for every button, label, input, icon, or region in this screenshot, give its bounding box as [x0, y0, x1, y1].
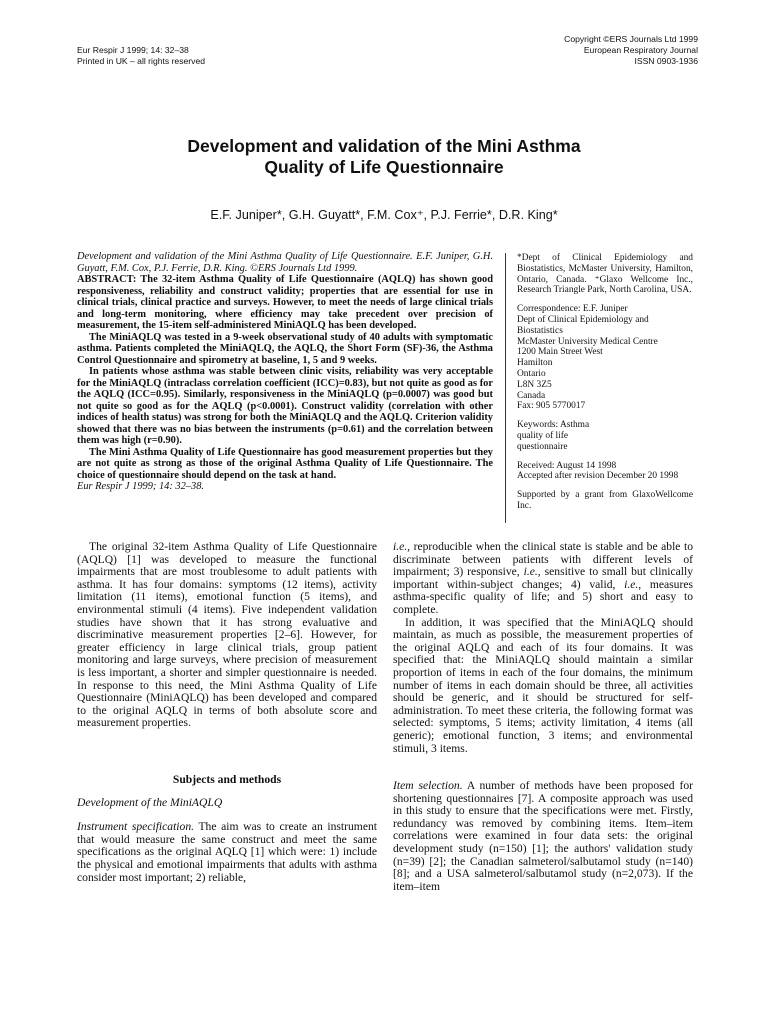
copyright-line: Copyright ©ERS Journals Ltd 1999 [564, 34, 698, 44]
affiliations: *Dept of Clinical Epidemiology and Biostatistics, McMaster University, Hamilton, Ontario, Canada. ⁺Glaxo Wellcome Inc., Research Triangle Park, North Carolina, USA. [517, 253, 693, 296]
paper-title [80, 136, 688, 178]
corr-line: McMaster University Medical Centre [517, 336, 658, 347]
instrument-spec-text: The aim was to create an instrument that would measure the same construct and meet the same specifications as the original AQLQ [1] which were: 1) include the physical and emotional impairments that adults with asthma consider most important; 2) reliable, [77, 820, 377, 884]
corr-line: Ontario [517, 368, 546, 379]
author-list: E.F. Juniper*, G.H. Guyatt*, F.M. Cox⁺, P.J. Ferrie*, D.R. King* [210, 208, 558, 222]
abstract-divider [505, 253, 506, 523]
keywords [517, 420, 693, 452]
instrument-spec-paragraph [77, 821, 377, 884]
corr-line: Correspondence: E.F. Juniper [517, 304, 628, 315]
printed-note: Printed in UK – all rights reserved [77, 56, 206, 66]
abstract-reference: Eur Respir J 1999; 14: 32–38. [77, 481, 204, 492]
dates [517, 461, 693, 483]
abstract-paragraph-3: In patients whose asthma was stable between clinic visits, reliability was very acceptable for the MiniAQLQ (intraclass correlation coefficient (ICC)=0.83), but not quite as good as for the AQLQ (ICC=0.95). Similarly, responsiveness in the MiniAQLQ (p=0.0007) was good but not quite so good as for the AQLQ (p<0.0001). Construct validity (correlation with other indices of health status) was strong for both the MiniAQLQ and the AQLQ. Criterion validity showed that there was no bias between the instruments (p=0.61) and the correlation between them was high (r=0.90). [77, 366, 493, 446]
title-line-1: Development and validation of the Mini Asthma [187, 136, 581, 156]
body-column-right-top [393, 541, 693, 755]
abstract-paragraph-2: The MiniAQLQ was tested in a 9-week observational study of 40 adults with symptomatic asthma. Patients completed the MiniAQLQ, the AQLQ, the Short Form (SF)-36, the Asthma Control Questionnaire and spirometry at baseline, 1, 5 and 9 weeks. [77, 331, 493, 366]
issn: ISSN 0903-1936 [634, 56, 698, 66]
abstract-paragraph-1: ABSTRACT: The 32-item Asthma Quality of Life Questionnaire (AQLQ) has shown good responsiveness, reliability and construct validity; properties that are essential for use in clinical trials, clinical practice and surveys. However, to meet the needs of large clinical trials and long-term monitoring, where efficiency may take precedent over precision of measurement, the 15-item self-administered MiniAQLQ has been developed. [77, 274, 493, 331]
subsection-heading: Development of the MiniAQLQ [77, 795, 223, 809]
body-column-left-top [77, 541, 377, 730]
corr-line: Dept of Clinical Epidemiology and Biostatistics [517, 314, 649, 336]
abstract-paragraph-4: The Mini Asthma Quality of Life Questionnaire has good measurement properties but they are not quite as strong as those of the original Asthma Quality of Life Questionnaire. The choice of questionnaire should depend on the task at hand. [77, 446, 493, 481]
abstract-block [77, 251, 493, 493]
accepted-date: Accepted after revision December 20 1998 [517, 471, 679, 482]
journal-header-left [77, 45, 205, 67]
item-selection-paragraph [393, 780, 693, 893]
spec-paragraph: In addition, it was specified that the MiniAQLQ should maintain, as much as possible, the measurement properties of the original AQLQ and each of its four domains. It was specified that: the MiniAQLQ should maintain a similar proportion of items in each of the four domains, the minimum number of items in each domain should be three, all activities should be generic, and it should be structured for self-administration. To meet these criteria, the following format was selected: symptoms, 5 items; activity limitation, 4 items (all generic); emotional function, 3 items; and environmental stimuli, 3 items. [393, 615, 693, 755]
journal-citation: Eur Respir J 1999; 14: 32–38 [77, 45, 189, 55]
intro-paragraph: The original 32-item Asthma Quality of Life Questionnaire (AQLQ) [1] was developed to measure the functional impairments that are most troublesome to adult patients with asthma. It has four domains: symptoms (12 items), activity limitation (11 items), emotional function (5 items), and environmental stimuli (4 items). Five independent validation studies have shown that it has strong evaluative and discriminative measurement properties [2–6]. However, for greater efficiency in large clinical trials, group patient monitoring and large surveys, where precision of measurement is less important, a shorter and simpler questionnaire is needed. In response to this need, the Mini Asthma Quality of Life Questionnaire (MiniAQLQ) has been developed and compared to the original AQLQ in terms of both absolute score and measurement properties. [77, 540, 377, 730]
corr-line: Canada [517, 390, 546, 401]
corr-line: L8N 3Z5 [517, 379, 552, 390]
correspondence [517, 304, 693, 412]
item-selection-lead: Item selection. [393, 779, 463, 792]
journal-name: European Respiratory Journal [583, 45, 698, 55]
corr-line: 1200 Main Street West [517, 347, 603, 358]
title-line-2: Quality of Life Questionnaire [264, 157, 504, 177]
section-heading: Subjects and methods [172, 773, 282, 786]
body-column-left-bottom [77, 774, 377, 884]
item-selection-text: A number of methods have been proposed for shortening questionnaires [7]. A composite approach was used in this study to ensure that the specifications were met. Firstly, redundancy was removed by combining items. Item–item correlations were examined in four data sets: the original development study (n=150) [1]; the authors' validation study (n=39) [2]; the Canadian salmeterol/salbutamol study (n=140) [8]; and a USA salmeterol/salbutamol study (n=2,073). If the item–item [393, 779, 694, 893]
received-date: Received: August 14 1998 [517, 460, 617, 471]
corr-line: Fax: 905 5770017 [517, 401, 586, 412]
instrument-spec-lead: Instrument specification. [77, 820, 195, 834]
abstract-citation: Development and validation of the Mini Asthma Quality of Life Questionnaire. E.F. Juniper, G.H. Guyatt, F.M. Cox, P.J. Ferrie, D.R. King. ©ERS Journals Ltd 1999. [77, 251, 493, 274]
keyword: quality of life [517, 430, 569, 441]
corr-line: Hamilton [517, 358, 553, 369]
keyword: Keywords: Asthma [517, 420, 590, 431]
journal-header-right [564, 34, 698, 67]
spec-continued: i.e., reproducible when the clinical state is stable and be able to discriminate between patients with different levels of impairment; 3) responsive, i.e., sensitive to small but clinically important within-subject changes; 4) valid, i.e., measures asthma-specific quality of life; and 5) short and easy to complete. [393, 540, 693, 616]
side-notes [517, 253, 693, 520]
keyword: questionnaire [517, 441, 568, 452]
funding-note: Supported by a grant from GlaxoWellcome Inc. [517, 490, 693, 511]
body-column-right-bottom [393, 780, 693, 893]
